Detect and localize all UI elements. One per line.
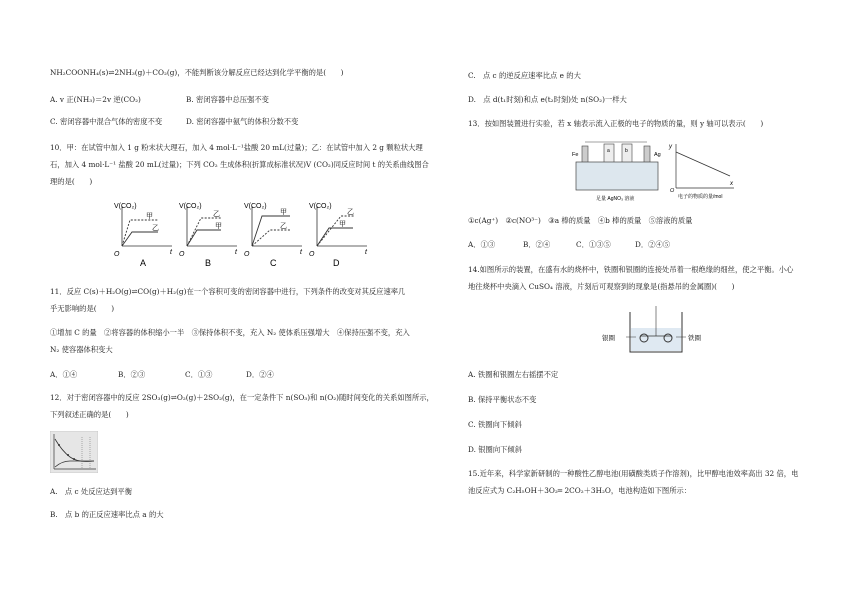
graph-b-ylabel: V(CO₂)	[179, 203, 202, 210]
q12-stem-line2: 下列叙述正确的是( )	[50, 410, 129, 419]
graph-b	[179, 203, 238, 268]
q13-origin: O	[670, 188, 675, 194]
q12-option-b[interactable]: B. 点 b 的正反应速率比点 a 的大	[50, 510, 164, 519]
graph-b-label: B	[205, 258, 212, 268]
graph-c-xlabel: t	[300, 249, 302, 256]
q11-stem-line2: 乎无影响的是( )	[50, 304, 115, 313]
q12-option-c[interactable]: C. 点 c 的逆反应速率比点 e 的大	[468, 71, 581, 80]
q13-option-a[interactable]: A．①③	[468, 240, 496, 249]
graph-a-ylabel: V(CO₂)	[114, 203, 137, 210]
q14-stem-line2: 地往烧杯中央滴入 CuSO₄ 溶液，片刻后可观察到的现象是(指悬吊的金属圈)( )	[468, 282, 735, 291]
graph-d-yi: 乙	[347, 209, 354, 216]
graph-d-xlabel: t	[365, 249, 367, 256]
q15-stem-line1: 15.近年来，科学家新研制的一种酸性乙醇电池(用磺酸类质子作溶剂)，比甲醇电池效率高出 32 倍，电	[468, 469, 799, 478]
graph-b-origin: O	[179, 251, 185, 258]
graph-d-label: D	[333, 258, 340, 268]
q13-figure	[570, 140, 740, 204]
graph-a-jia: 甲	[146, 213, 153, 220]
graph-b-yi: 乙	[213, 211, 220, 218]
q14-option-c[interactable]: C. 铁圈向下倾斜	[468, 420, 522, 429]
q12-option-d[interactable]: D. 点 d(t₁时刻)和点 e(t₂时刻)处 n(SO₂)一样大	[468, 95, 627, 104]
q14-figure	[600, 306, 710, 356]
q13-b-label: b	[625, 148, 628, 154]
q14-iron-ring-label: 铁圈	[688, 335, 701, 342]
q13-x-axis: x	[730, 181, 733, 187]
q14-option-a[interactable]: A. 铁圈和银圈左右摇摆不定	[468, 370, 559, 379]
graph-d-ylabel: V(CO₂)	[309, 203, 332, 210]
q12-graph	[50, 431, 98, 473]
q12-stem-line1: 12．对于密闭容器中的反应 2SO₃(g)⇌O₂(g)＋2SO₂(g)，在一定条件下 n(SO₃)和 n(O₂)随时间变化的关系如图所示，	[50, 393, 434, 402]
q13-option-b[interactable]: B．②④	[523, 240, 551, 249]
q11-items-line2: N₂ 使容器体积变大	[50, 345, 113, 354]
graph-b-xlabel: t	[235, 249, 237, 256]
q13-stem: 13．按如图装置进行实验，若 x 轴表示流入正极的电子的物质的量，则 y 轴可以表示( )	[468, 119, 764, 128]
q10-graphs	[110, 198, 370, 270]
graph-c-yi: 乙	[280, 223, 287, 230]
q9-option-c[interactable]: C. 密闭容器中混合气体的密度不变	[50, 117, 163, 126]
q13-ag-label: Ag	[654, 152, 661, 158]
q11-items-line1: ①增加 C 的量 ②将容器的体积缩小一半 ③保持体积不变，充入 N₂ 使体系压强增大 ④保持压强不变，充入	[50, 328, 410, 337]
q9-option-a[interactable]: A. v 正(NH₃)＝2v 逆(CO₂)	[50, 95, 141, 104]
graph-d-origin: O	[309, 251, 315, 258]
q14-option-d[interactable]: D. 银圈向下倾斜	[468, 445, 523, 454]
q9-option-b[interactable]: B. 密闭容器中总压强不变	[186, 95, 269, 104]
graph-b-jia: 甲	[215, 223, 222, 230]
graph-a-label: A	[140, 258, 147, 268]
graph-c-label: C	[270, 258, 277, 268]
q9-option-d[interactable]: D. 密闭容器中氨气的体积分数不变	[186, 117, 299, 126]
q13-a-label: a	[607, 148, 610, 154]
q14-option-b[interactable]: B. 保持平衡状态不变	[468, 395, 537, 404]
q11-option-c[interactable]: C．①③	[185, 370, 213, 379]
q11-option-a[interactable]: A．①④	[50, 370, 78, 379]
q15-stem-line2: 池反应式为 C₂H₅OH＋3O₂═ 2CO₂＋3H₂O，电池构造如下图所示：	[468, 486, 692, 495]
q13-solution-label: 足量 AgNO₃ 溶液	[596, 196, 635, 202]
graph-c-ylabel: V(CO₂)	[244, 203, 267, 210]
q10-stem-line1: 10．甲：在试管中加入 1 g 粉末状大理石，加入 4 mol·L⁻¹盐酸 20 mL(过量)；乙：在试管中加入 2 g 颗粒状大理	[50, 143, 423, 152]
q12-option-a[interactable]: A. 点 c 处反应达到平衡	[50, 487, 132, 496]
q13-y-axis: y	[669, 144, 672, 150]
q11-stem-line1: 11．反应 C(s)＋H₂O(g)⇌CO(g)＋H₂(g)在一个容积可变的密闭容器中进行，下列条件的改变对其反应速率几	[50, 287, 406, 296]
q9-stem: NH₂COONH₄(s)⇌2NH₃(g)＋CO₂(g)，不能判断该分解反应已经达到化学平衡的是( )	[50, 68, 344, 77]
q10-stem-line3: 理的是( )	[50, 177, 93, 186]
graph-c-jia: 甲	[280, 209, 287, 216]
q13-x-caption: 电子的物质的量/mol	[678, 194, 723, 200]
graph-c	[244, 203, 303, 268]
q14-stem-line1: 14.如图所示的装置，在盛有水的烧杯中，铁圈和银圈的连接处吊着一根绝缘的细丝，使之平衡。小心	[468, 265, 794, 274]
q13-option-c[interactable]: C．①③⑤	[576, 240, 611, 249]
graph-d-jia: 甲	[339, 221, 346, 228]
q14-silver-ring-label: 银圈	[602, 335, 615, 342]
q10-stem-line2: 石，加入 4 mol·L⁻¹ 盐酸 20 mL(过量)；下列 CO₂ 生成体积(折算成标准状况)V (CO₂)同反应时间 t 的关系曲线图合	[50, 160, 429, 169]
graph-a-xlabel: t	[170, 249, 172, 256]
q11-option-b[interactable]: B．②③	[118, 370, 146, 379]
right-column	[430, 0, 860, 608]
q13-option-d[interactable]: D．②④⑤	[635, 240, 671, 249]
q11-option-d[interactable]: D．②④	[246, 370, 274, 379]
graph-d	[309, 203, 368, 268]
q13-fe-label: Fe	[572, 152, 579, 158]
graph-a-yi: 乙	[152, 225, 159, 232]
graph-c-origin: O	[244, 251, 250, 258]
graph-a-origin: O	[114, 251, 120, 258]
graph-a	[114, 203, 173, 268]
q13-items: ①c(Ag⁺) ②c(NO³⁻) ③a 棒的质量 ④b 棒的质量 ⑤溶液的质量	[468, 216, 693, 225]
